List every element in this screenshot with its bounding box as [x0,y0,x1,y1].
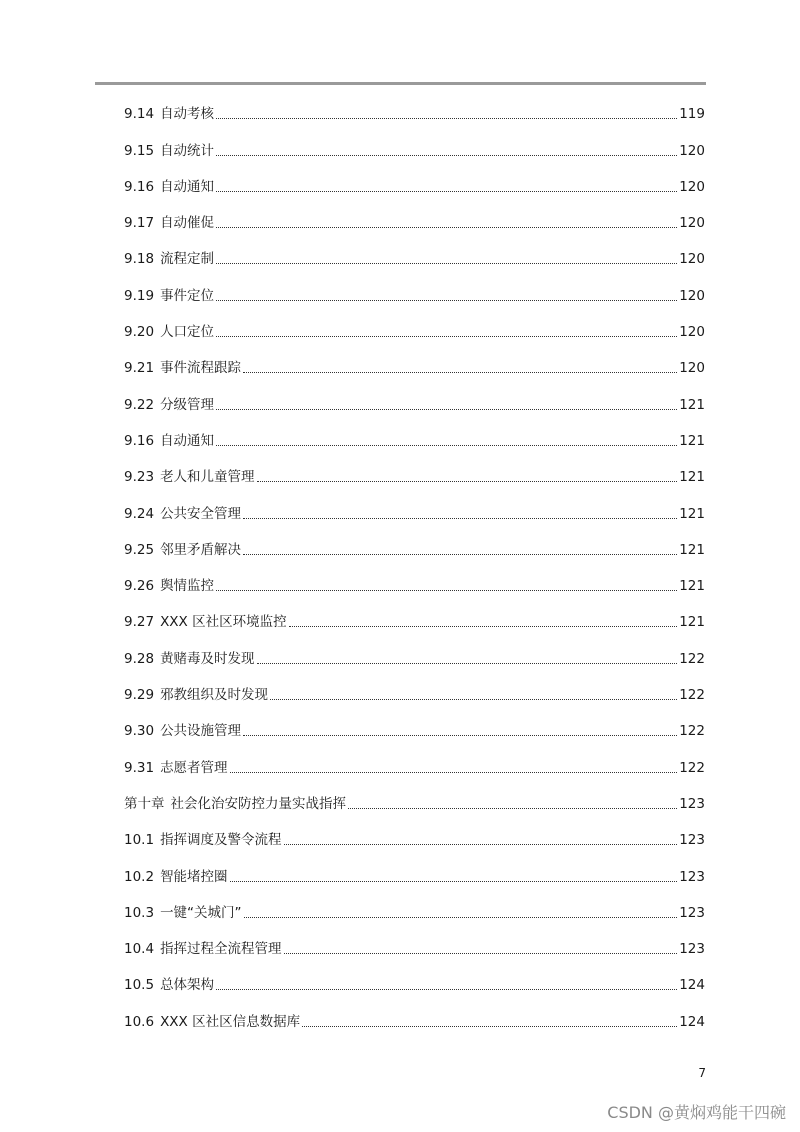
toc-entry[interactable] [124,459,705,495]
toc-entry-title: 自动考核 [160,106,215,123]
toc-entry-title: 智能堵控圈 [160,868,228,885]
toc-entry-number: 9.15 [124,142,155,159]
toc-entry-page: 121 [679,614,705,631]
toc-entry-title: 自动催促 [160,215,215,232]
toc-dot-leader [244,916,678,918]
toc-entry-number: 9.23 [124,469,155,486]
toc-entry[interactable] [124,532,705,568]
toc-entry-title: 舆情监控 [160,578,215,595]
toc-entry[interactable] [124,713,705,749]
toc-entry[interactable] [124,495,705,531]
toc-entry-page: 120 [679,324,705,341]
toc-entry-number: 10.5 [124,977,155,994]
toc-dot-leader [284,843,678,845]
toc-entry-page: 119 [679,106,705,123]
toc-dot-leader [243,553,677,555]
toc-dot-leader [216,988,677,990]
toc-entry-title: 事件定位 [160,287,215,304]
toc-entry-page: 120 [679,215,705,232]
toc-dot-leader [216,262,677,264]
toc-entry-title: 分级管理 [160,396,215,413]
toc-entry-title: 邻里矛盾解决 [160,541,242,558]
toc-entry[interactable] [124,386,705,422]
toc-entry-title: 一键“关城门” [160,904,242,921]
toc-dot-leader [216,226,677,228]
toc-entry-page: 121 [679,469,705,486]
toc-entry-page: 122 [679,687,705,704]
toc-dot-leader [230,880,678,882]
toc-entry-title: XXX 区社区环境监控 [160,614,287,631]
toc-dot-leader [216,299,677,301]
toc-entry[interactable] [124,749,705,785]
toc-dot-leader [284,952,678,954]
toc-dot-leader [243,517,677,519]
toc-entry-page: 121 [679,396,705,413]
toc-entry-title: 指挥调度及警令流程 [160,832,282,849]
toc-entry[interactable] [124,967,705,1003]
toc-entry-number: 9.29 [124,687,155,704]
toc-dot-leader [289,625,678,627]
toc-entry-number: 9.26 [124,578,155,595]
toc-entry-number: 9.18 [124,251,155,268]
toc-entry-number: 9.22 [124,396,155,413]
toc-entry-title: 黄赌毒及时发现 [160,650,255,667]
toc-entry[interactable] [124,568,705,604]
toc-entry-page: 124 [679,1013,705,1030]
toc-entry[interactable] [124,314,705,350]
toc-entry[interactable] [124,241,705,277]
toc-entry-title: 社会化治安防控力量实战指挥 [170,795,346,812]
toc-entry[interactable] [124,931,705,967]
toc-entry-page: 124 [679,977,705,994]
toc-entry-number: 9.17 [124,215,155,232]
csdn-watermark: CSDN @黄焖鸡能干四碗 [607,1103,786,1122]
toc-entry-title: 公共设施管理 [160,723,242,740]
header-rule [95,82,706,85]
toc-entry-page: 123 [679,795,705,812]
toc-entry-title: 指挥过程全流程管理 [160,941,282,958]
toc-entry-number: 9.19 [124,287,155,304]
toc-entry-page: 123 [679,941,705,958]
toc-dot-leader [257,662,678,664]
toc-entry-number: 第十章 [124,795,165,812]
toc-entry-number: 10.2 [124,868,155,885]
toc-entry-page: 121 [679,541,705,558]
toc-entry-number: 10.1 [124,832,155,849]
toc-entry[interactable] [124,350,705,386]
toc-entry[interactable] [124,277,705,313]
toc-entry-number: 9.21 [124,360,155,377]
toc-entry-page: 121 [679,432,705,449]
toc-dot-leader [216,154,677,156]
toc-entry-page: 120 [679,178,705,195]
toc-dot-leader [230,771,678,773]
toc-entry-page: 122 [679,723,705,740]
toc-entry-title: 事件流程跟踪 [160,360,242,377]
toc-entry-number: 10.3 [124,904,155,921]
toc-entry[interactable] [124,132,705,168]
toc-entry[interactable] [124,604,705,640]
toc-dot-leader [216,190,677,192]
toc-entry-number: 9.30 [124,723,155,740]
toc-entry-title: 志愿者管理 [160,759,228,776]
toc-entry-number: 9.14 [124,106,155,123]
toc-entry[interactable] [124,640,705,676]
toc-entry-page: 123 [679,832,705,849]
toc-entry-page: 123 [679,868,705,885]
toc-entry[interactable] [124,677,705,713]
toc-dot-leader [216,589,677,591]
toc-entry-title: 邪教组织及时发现 [160,687,269,704]
toc-entry-number: 9.16 [124,178,155,195]
toc-entry[interactable] [124,786,705,822]
toc-dot-leader [216,444,677,446]
toc-entry-number: 10.6 [124,1013,155,1030]
toc-entry-number: 9.20 [124,324,155,341]
toc-entry-title: 自动通知 [160,178,215,195]
toc-entry-title: 自动通知 [160,432,215,449]
toc-entry-number: 9.25 [124,541,155,558]
toc-entry[interactable] [124,423,705,459]
toc-entry-title: 总体架构 [160,977,215,994]
toc-entry-title: XXX 区社区信息数据库 [160,1013,301,1030]
toc-dot-leader [243,371,677,373]
toc-entry-number: 9.28 [124,650,155,667]
toc-entry-page: 120 [679,287,705,304]
page-number: 7 [698,1066,706,1080]
toc-dot-leader [270,698,677,700]
toc-dot-leader [348,807,677,809]
toc-entry-page: 121 [679,578,705,595]
toc-entry-page: 123 [679,904,705,921]
toc-entry-title: 自动统计 [160,142,215,159]
toc-entry[interactable] [124,169,705,205]
toc-dot-leader [243,734,677,736]
toc-entry-number: 9.27 [124,614,155,631]
toc-entry[interactable] [124,895,705,931]
toc-entry[interactable] [124,1003,705,1039]
toc-dot-leader [216,408,677,410]
toc-entry[interactable] [124,858,705,894]
toc-entry-page: 122 [679,759,705,776]
toc-entry[interactable] [124,822,705,858]
toc-dot-leader [216,335,677,337]
toc-entry-page: 120 [679,360,705,377]
toc-entry-number: 9.16 [124,432,155,449]
toc-entry-page: 122 [679,650,705,667]
toc-entry-title: 流程定制 [160,251,215,268]
toc-dot-leader [257,480,678,482]
toc-entry[interactable] [124,205,705,241]
toc-entry-page: 121 [679,505,705,522]
toc-entry-number: 9.31 [124,759,155,776]
toc-entry[interactable] [124,96,705,132]
toc-entry-title: 老人和儿童管理 [160,469,255,486]
toc-entry-page: 120 [679,251,705,268]
toc-entry-title: 公共安全管理 [160,505,242,522]
toc-entry-number: 10.4 [124,941,155,958]
toc-entry-number: 9.24 [124,505,155,522]
toc-entry-title: 人口定位 [160,324,215,341]
toc-entry-page: 120 [679,142,705,159]
toc-dot-leader [216,117,677,119]
table-of-contents [124,96,705,1040]
toc-dot-leader [302,1025,677,1027]
